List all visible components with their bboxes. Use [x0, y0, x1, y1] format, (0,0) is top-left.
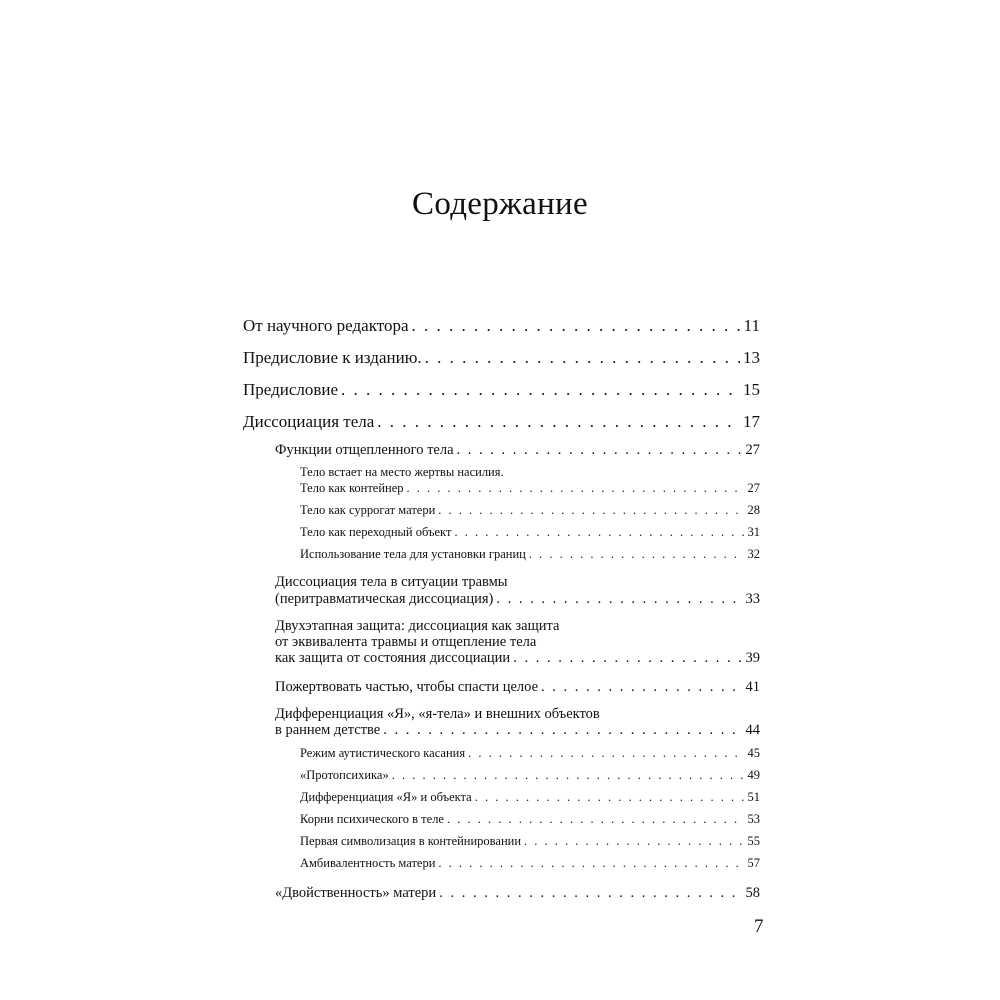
- toc-entry-page: 11: [743, 316, 760, 335]
- leader-dots: [457, 442, 743, 459]
- leader-dots: [496, 591, 742, 608]
- toc-entry-title: Режим аутистического касания: [300, 746, 466, 760]
- toc-entry-title: Тело как суррогат матери: [300, 503, 436, 517]
- toc-entry[interactable]: [243, 412, 760, 432]
- leader-dots: [541, 679, 742, 696]
- toc-entry[interactable]: [300, 746, 760, 761]
- leader-dots: [392, 768, 745, 783]
- leader-dots: [425, 348, 740, 368]
- leader-dots: [454, 525, 744, 540]
- toc-entry[interactable]: [300, 812, 760, 827]
- toc-entry-title: Диссоциация тела: [243, 412, 375, 431]
- leader-dots: [529, 547, 745, 562]
- toc-entry-page: 31: [747, 525, 760, 539]
- toc-entry-title: «Протопсихика»: [300, 768, 389, 782]
- toc-entry-title: Предисловие к изданию.: [243, 348, 422, 367]
- toc-entry-page: 49: [747, 768, 760, 782]
- toc-entry[interactable]: [300, 768, 760, 783]
- toc-entry-page: 41: [745, 679, 760, 695]
- toc-entry[interactable]: [300, 834, 760, 849]
- leader-dots: [383, 722, 742, 739]
- toc-entry-page: 15: [743, 380, 760, 399]
- toc-entry-page: 27: [747, 481, 760, 495]
- toc-entry-title: Амбивалентность матери: [300, 856, 436, 870]
- toc-entry[interactable]: [300, 790, 760, 805]
- toc-entry-page: 28: [747, 503, 760, 517]
- page-number: 7: [754, 916, 764, 937]
- toc-entry-page: 57: [747, 856, 760, 870]
- toc-entry-title: (перитравматическая диссоциация): [275, 591, 494, 607]
- toc-entry-page: 51: [747, 790, 760, 804]
- toc-entry-title: Тело как контейнер: [300, 481, 404, 495]
- toc-entry-page: 53: [747, 812, 760, 826]
- toc-entry-title: Пожертвовать частью, чтобы спасти целое: [275, 679, 539, 695]
- toc-entry-title: «Двойственность» матери: [275, 885, 437, 901]
- toc-entry-title-line: Двухэтапная защита: диссоциация как защита: [275, 618, 560, 634]
- toc-entry-page: 17: [743, 412, 760, 431]
- leader-dots: [513, 650, 742, 667]
- toc-entry[interactable]: [300, 525, 760, 540]
- toc-entry[interactable]: [300, 503, 760, 518]
- leader-dots: [468, 746, 744, 761]
- leader-dots: [407, 481, 745, 496]
- toc-entry-page: 27: [745, 442, 760, 458]
- toc-entry[interactable]: [275, 442, 760, 459]
- toc-entry-page: 44: [745, 722, 760, 738]
- toc-entry[interactable]: [300, 856, 760, 871]
- leader-dots: [377, 412, 740, 432]
- leader-dots: [411, 316, 740, 336]
- toc-entry[interactable]: [243, 316, 760, 336]
- toc-entry[interactable]: [275, 650, 760, 667]
- toc-entry-title-line: Дифференциация «Я», «я-тела» и внешних объектов: [275, 706, 600, 722]
- toc-entry-title: в раннем детстве: [275, 722, 381, 738]
- leader-dots: [341, 380, 740, 400]
- toc-entry-title: Корни психического в теле: [300, 812, 444, 826]
- leader-dots: [438, 856, 744, 871]
- toc-entry[interactable]: [243, 380, 760, 400]
- toc-entry-page: 39: [745, 650, 760, 666]
- toc-entry-title: Использование тела для установки границ: [300, 547, 526, 561]
- leader-dots: [447, 812, 745, 827]
- toc-entry-title: Первая символизация в контейнировании: [300, 834, 522, 848]
- toc-entry-page: 58: [745, 885, 760, 901]
- leader-dots: [439, 885, 742, 902]
- toc-entry-page: 45: [747, 746, 760, 760]
- leader-dots: [438, 503, 744, 518]
- toc-entry-title: Функции отщепленного тела: [275, 442, 454, 458]
- toc-entry-page: 33: [745, 591, 760, 607]
- toc-entry[interactable]: [243, 348, 760, 368]
- toc-entry[interactable]: [300, 481, 760, 496]
- toc-entry[interactable]: [275, 679, 760, 696]
- toc-entry[interactable]: [300, 547, 760, 562]
- leader-dots: [524, 834, 744, 849]
- toc-entry-page: 55: [747, 834, 760, 848]
- toc-entry-title-line: от эквивалента травмы и отщепление тела: [275, 634, 537, 650]
- toc-entry-title: От научного редактора: [243, 316, 409, 335]
- toc-entry-page: 13: [743, 348, 760, 367]
- toc-entry-title-line: Диссоциация тела в ситуации травмы: [275, 574, 508, 590]
- toc-entry[interactable]: [275, 885, 760, 902]
- toc-entry-title-line: Тело встает на место жертвы насилия.: [300, 465, 504, 479]
- toc-entry-title: Тело как переходный объект: [300, 525, 452, 539]
- leader-dots: [475, 790, 745, 805]
- toc-entry-title: Дифференциация «Я» и объекта: [300, 790, 472, 804]
- page-title: Содержание: [412, 186, 588, 222]
- toc-entry-title: как защита от состояния диссоциации: [275, 650, 511, 666]
- toc-entry-page: 32: [747, 547, 760, 561]
- toc-entry-title: Предисловие: [243, 380, 339, 399]
- toc-entry[interactable]: [275, 722, 760, 739]
- toc-entry[interactable]: [275, 591, 760, 608]
